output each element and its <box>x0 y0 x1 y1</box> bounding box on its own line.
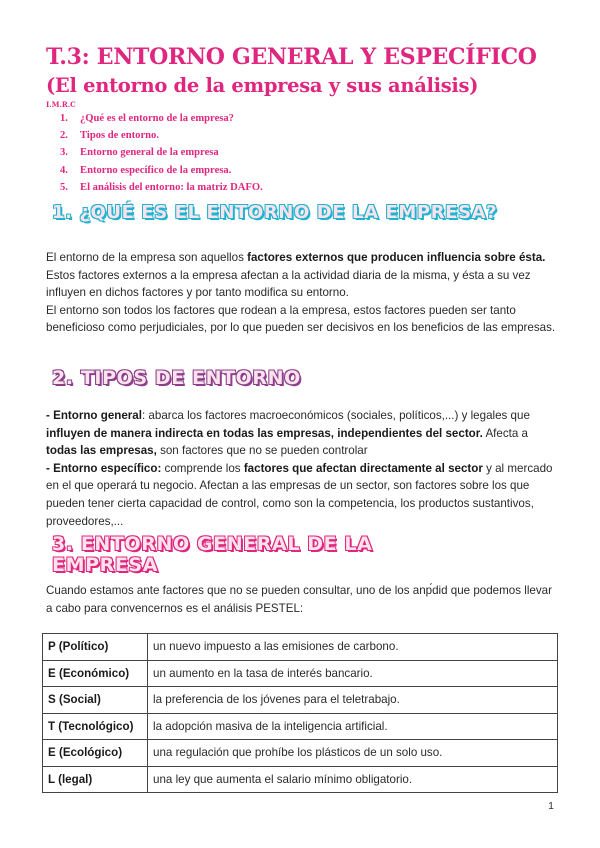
table-row <box>43 713 558 740</box>
toc-number: 1. <box>60 113 68 124</box>
document-subtitle: (El entorno de la empresa y sus análisis) <box>46 74 479 97</box>
toc-item <box>60 110 263 127</box>
toc-label: Entorno general de la empresa <box>80 147 219 159</box>
text-run: El entorno son todos los factores que rodean a la empresa, estos factores pueden ser tanto beneficioso como perjudiciales, por lo que pueden ser decisivos en los beneficios de las empresas. <box>46 303 556 335</box>
bold-text-run: influyen de manera indirecta en todas las empresas, independientes del sector. <box>46 426 483 440</box>
pestel-example: una ley que aumenta el salario mínimo obligatorio. <box>148 766 558 793</box>
text-run: comprende los <box>161 461 244 475</box>
pestel-example: una regulación que prohíbe los plásticos de un solo uso. <box>148 740 558 767</box>
toc-number: 5. <box>60 181 68 193</box>
text-run: Estos factores externos a la empresa afectan a la actividad diaria de la misma, y ésta a su vez influyen en dichos factores y por tanto modifica su entorno. <box>46 268 531 300</box>
document-title: T.3: ENTORNO GENERAL Y ESPECÍFICO <box>46 44 537 70</box>
text-run: son factores que no se pueden controlar <box>156 444 368 458</box>
text-run: El entorno de la empresa son aquellos <box>46 251 248 264</box>
section-heading-2: 2. TIPOS DE ENTORNO <box>52 367 301 389</box>
pestel-table <box>42 633 558 793</box>
author-initials: I.M.R.C <box>46 100 76 109</box>
toc-label: El análisis del entorno: la matriz DAFO. <box>80 181 263 193</box>
table-row <box>43 766 558 793</box>
bold-text-run: factores externos que producen influencia sobre ésta. <box>247 251 546 264</box>
bold-text-run: todas las empresas, <box>46 444 157 458</box>
toc-label: ¿Qué es el entorno de la empresa? <box>80 113 234 124</box>
toc-number: 4. <box>60 164 68 176</box>
toc-item <box>60 179 263 196</box>
table-of-contents <box>60 110 263 196</box>
table-row <box>43 660 558 687</box>
bold-text-run: - Entorno general <box>46 409 142 422</box>
pestel-factor: P (Político) <box>43 634 148 661</box>
text-run: : abarca los factores macroeconómicos (sociales, políticos,...) y legales que <box>141 409 530 422</box>
toc-number: 2. <box>60 130 68 142</box>
pestel-example: la preferencia de los jóvenes para el teletrabajo. <box>148 687 558 714</box>
toc-label: Tipos de entorno. <box>80 130 159 142</box>
text-run: Afecta a <box>482 426 528 440</box>
pestel-example: la adopción masiva de la inteligencia artificial. <box>148 713 558 740</box>
pestel-example: un nuevo impuesto a las emisiones de carbono. <box>148 634 558 661</box>
bold-text-run: factores que afectan directamente al sector <box>243 461 483 475</box>
section-2-text <box>46 407 558 530</box>
toc-item <box>60 127 263 144</box>
text-run: y al mercado en el que operará tu negocio. Afectan a las empresas de un sector, son factores sobre los que pueden tener cierta capacidad de control, como son la competencia, los productos sustantivos, proveedores,... <box>46 461 553 528</box>
toc-item <box>60 144 263 161</box>
pestel-factor: L (legal) <box>43 766 148 793</box>
section-1-text <box>46 249 558 337</box>
pestel-example: un aumento en la tasa de interés bancario. <box>148 660 558 687</box>
section-3-intro: Cuando estamos ante factores que no se pueden consultar, uno de los anр́did que podemos llevar a cabo para convencernos es el análisis PESTEL: <box>46 584 552 615</box>
pestel-factor: T (Tecnológico) <box>43 713 148 740</box>
pestel-factor: E (Ecológico) <box>43 740 148 767</box>
section-heading-1: 1. ¿QUÉ ES EL ENTORNO DE LA EMPRESA? <box>52 202 498 223</box>
bold-text-run: - Entorno específico: <box>46 461 162 475</box>
table-row <box>43 740 558 767</box>
pestel-factor: S (Social) <box>43 687 148 714</box>
table-row <box>43 634 558 661</box>
pestel-factor: E (Económico) <box>43 660 148 687</box>
toc-label: Entorno específico de la empresa. <box>80 164 232 176</box>
section-heading-3: 3. ENTORNO GENERAL DE LA EMPRESA <box>52 533 373 576</box>
page-number: 1 <box>548 800 554 812</box>
toc-item <box>60 162 263 179</box>
table-row <box>43 687 558 714</box>
toc-number: 3. <box>60 147 68 159</box>
